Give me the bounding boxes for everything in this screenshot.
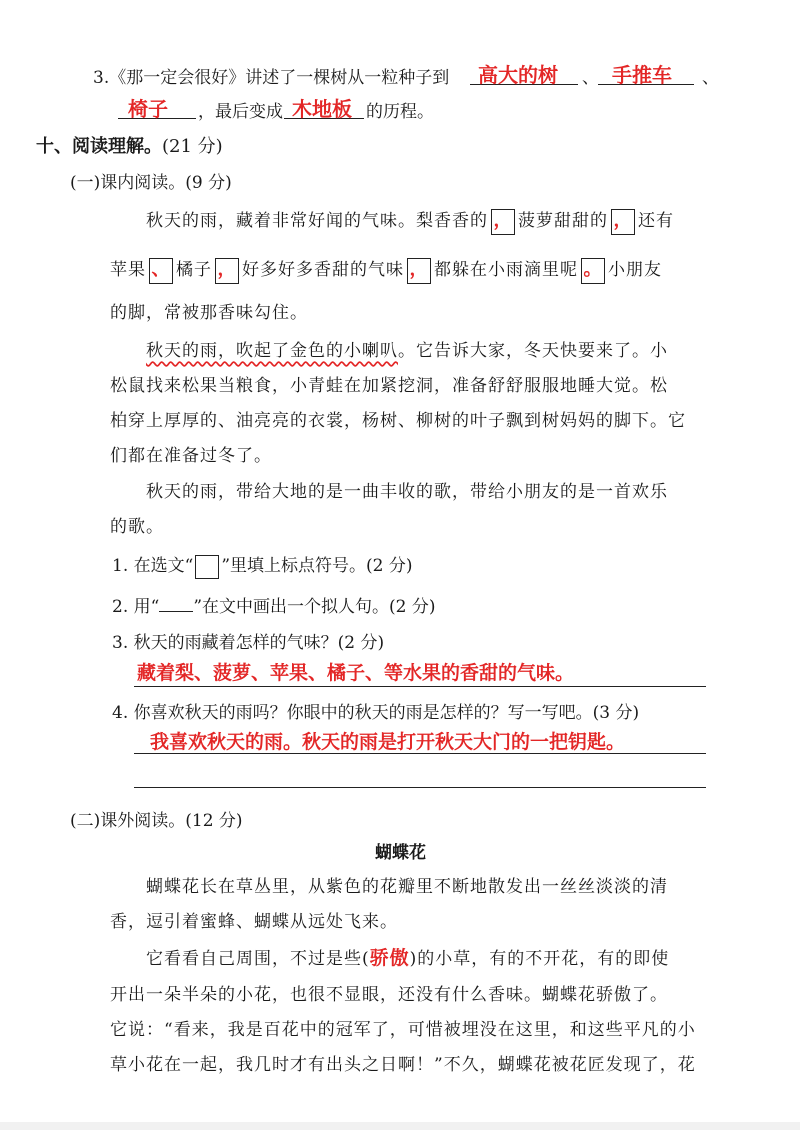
q3-answer-1: 高大的树 <box>478 63 558 87</box>
part1-title: (一)课内阅读。(9 分) <box>70 173 232 193</box>
answer-4: 我喜欢秋天的雨。秋天的雨是打开秋天大门的一把钥匙。 <box>150 731 626 753</box>
q3-sep-1: 、 <box>582 68 599 88</box>
part2-title: (二)课外阅读。(12 分) <box>70 811 243 831</box>
q3-sep-2: 、 <box>702 68 719 88</box>
personification-sentence: 秋天的雨，吹起了金色的小喇叭 <box>146 341 398 361</box>
q3-prefix: 3.《那一定会很好》讲述了一棵树从一粒种子到 <box>93 68 450 88</box>
answer-3: 藏着梨、菠萝、苹果、橘子、等水果的香甜的气味。 <box>137 662 575 684</box>
page-bottom-edge <box>0 1122 800 1130</box>
empty-box-icon <box>195 555 219 579</box>
part2-p2-line4: 草小花在一起，我几时才有出头之日啊！”不久，蝴蝶花被花匠发现了，花 <box>110 1055 696 1075</box>
punct-box-5: ， <box>407 258 431 284</box>
part1-p2-line1: 秋天的雨，吹起了金色的小喇叭。它告诉大家，冬天快要来了。小 <box>146 341 668 361</box>
q3-answer-3: 椅子 <box>128 97 168 121</box>
part1-p1-line2: 苹果 、 橘子 ， 好多好多香甜的气味 ， 都躲在小雨滴里呢 。 小朋友 <box>110 255 662 284</box>
part1-p2-line3: 柏穿上厚厚的、油亮亮的衣裳，杨树、柳树的叶子飘到树妈妈的脚下。它 <box>110 411 686 431</box>
part2-p1-line1: 蝴蝶花长在草丛里，从紫色的花瓣里不断地散发出一丝丝淡淡的清 <box>146 877 668 897</box>
part1-p2-line4: 们都在准备过冬了。 <box>110 446 272 466</box>
part1-p1-line1: 秋天的雨，藏着非常好闻的气味。梨香香的 ， 菠萝甜甜的 ， 还有 <box>146 206 674 235</box>
punct-box-6: 。 <box>581 258 605 284</box>
q3-answer-4: 木地板 <box>292 97 352 121</box>
part1-p3-line2: 的歌。 <box>110 517 164 537</box>
question-1: 1. 在选文“ ”里填上标点符号。(2 分) <box>112 551 413 579</box>
q3-mid: ，最后变成 <box>198 102 283 122</box>
punct-box-2: ， <box>611 209 635 235</box>
q3-answer-2: 手推车 <box>612 63 672 87</box>
part2-p2-line3: 它说：“看来，我是百花中的冠军了，可惜被埋没在这里，和这些平凡的小 <box>110 1020 696 1040</box>
punct-box-4: ， <box>215 258 239 284</box>
part1-p3-line1: 秋天的雨，带给大地的是一曲丰收的歌，带给小朋友的是一首欢乐 <box>146 482 668 502</box>
punct-box-3: 、 <box>149 258 173 284</box>
question-3: 3. 秋天的雨藏着怎样的气味？(2 分) <box>112 633 385 653</box>
answer-4-line-2 <box>134 787 706 788</box>
answer-3-line <box>134 686 706 687</box>
section-10-heading: 十、阅读理解。(21 分) <box>36 136 223 157</box>
story-title: 蝴蝶花 <box>375 843 426 863</box>
part1-p2-line2: 松鼠找来松果当粮食，小青蛙在加紧挖洞，准备舒舒服服地睡大觉。松 <box>110 376 668 396</box>
q3-suffix: 的历程。 <box>366 102 434 122</box>
part1-p1-line3: 的脚，常被那香味勾住。 <box>110 303 308 323</box>
question-4: 4. 你喜欢秋天的雨吗？你眼中的秋天的雨是怎样的？写一写吧。(3 分) <box>112 703 640 723</box>
part2-p2-line1: 它看看自己周围，不过是些(骄傲)的小草，有的不开花，有的即使 <box>146 947 670 969</box>
part2-p1-line2: 香，逗引着蜜蜂、蝴蝶从远处飞来。 <box>110 912 398 932</box>
underline-sample <box>159 599 193 612</box>
punct-box-1: ， <box>491 209 515 235</box>
part2-p2-line2: 开出一朵半朵的小花，也很不显眼，还没有什么香味。蝴蝶花骄傲了。 <box>110 985 668 1005</box>
answer-4-line-1 <box>134 753 706 754</box>
question-2: 2. 用“ ”在文中画出一个拟人句。(2 分) <box>112 597 436 617</box>
fill-answer: 骄傲 <box>369 947 410 969</box>
